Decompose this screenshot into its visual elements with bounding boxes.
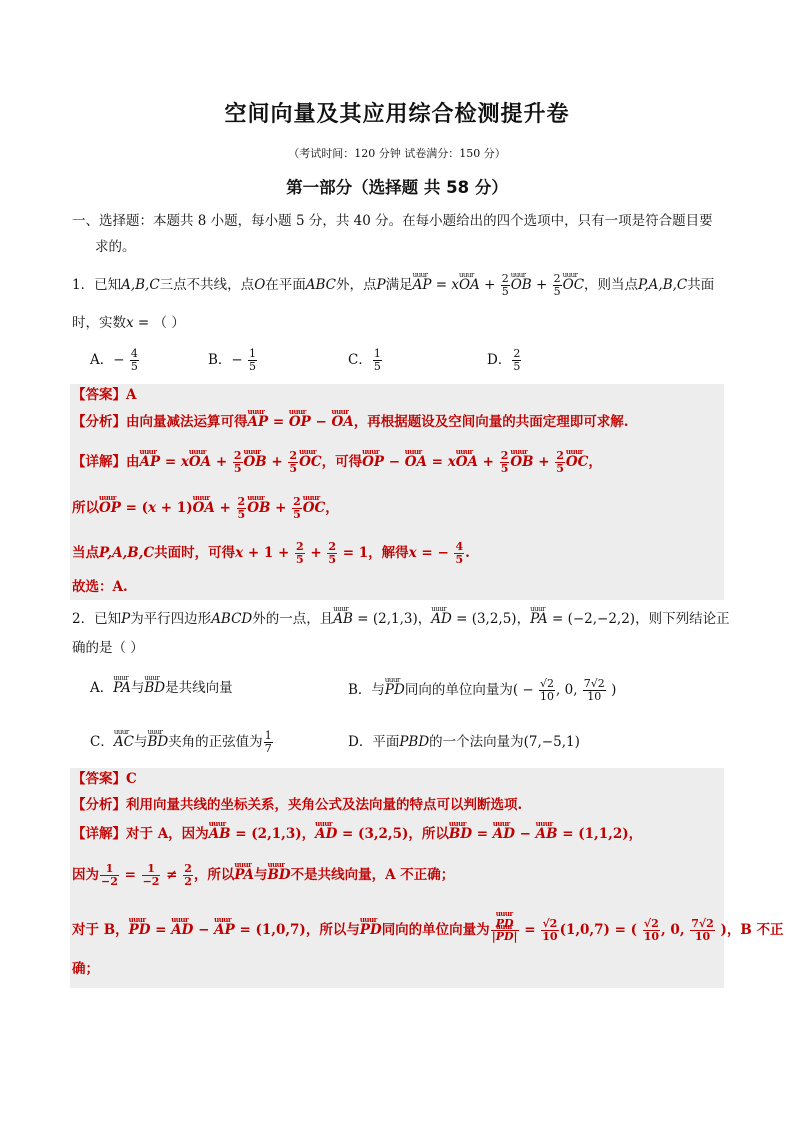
q1-detail-1: 【详解】由uuur AP = xuuur OA + $\frac{2}{5}$ uuur OB + $\frac{2}{5}$ uuur OC，可得uuur OP − uuur OA = xuuur OA + $\frac{2}{5}$ uuur OB + $\frac{2}{5}$ uuur OC， (72, 450, 602, 475)
exam-info: （考试时间：120 分钟 试卷满分：150 分） (288, 147, 506, 160)
q2-option-b[interactable]: B．与uuur PD同向的单位向量为( − $\frac{√2}{10}$ , 0, $\frac{7√2}{10}$ ) (348, 678, 616, 703)
section-instruction-cont: 求的。 (95, 239, 136, 255)
q1-option-a[interactable]: A．− $\frac{4}{5}$ (90, 347, 138, 373)
q1-option-d[interactable]: D． $\frac{2}{5}$ (487, 347, 521, 373)
page-title: 空间向量及其应用综合检测提升卷 (224, 102, 570, 127)
q1-option-b[interactable]: B．− $\frac{1}{5}$ (208, 347, 257, 373)
section-instruction: 一、选择题：本题共 8 小题，每小题 5 分，共 40 分。在每小题给出的四个选项中，只有一项是符合题目要 (72, 213, 713, 229)
q2-stem-cont: 确的是（ ） (72, 640, 144, 656)
q1-analysis: 【分析】由向量减法运算可得uuur AP = uuur OP − uuur OA，再根据题设及空间向量的共面定理即可求解. (72, 412, 628, 432)
q2-option-a[interactable]: A．uuur PA与uuur BD是共线向量 (90, 678, 233, 698)
q1-option-c[interactable]: C． $\frac{1}{5}$ (348, 347, 381, 373)
q2-detail-2: 因为 $\frac{1}{-2}$ = $\frac{1}{-2}$ ≠ $\frac{2}{2}$ ，所以uuur PA与uuur BD不是共线向量，A 不正确； (72, 863, 454, 888)
q2-option-c[interactable]: C．uuur AC与uuur BD夹角的正弦值为 $\frac{1}{7}$ (90, 730, 274, 755)
part-title: 第一部分（选择题 共 58 分） (286, 178, 508, 197)
q2-answer: 【答案】C (72, 771, 137, 787)
q2-option-d[interactable]: D．平面PBD的一个法向量为(7,−5,1) (348, 734, 580, 750)
q1-answer: 【答案】A (72, 387, 137, 403)
q1-stem-cont: 时，实数x = （ ） (72, 315, 185, 331)
q2-detail-1: 【详解】对于 A，因为uuur AB = (2,1,3)，uuur AD = (3,2,5)，所以uuur BD = uuur AD − uuur AB = (1,1,2)， (72, 824, 642, 844)
q2-detail-4: 确； (72, 961, 99, 977)
q1-conclusion: 故选：A. (72, 579, 128, 595)
q2-analysis: 【分析】利用向量共线的坐标关系，夹角公式及法向量的特点可以判断选项. (72, 797, 523, 813)
q2-stem: 2．已知P为平行四边形ABCD外的一点，且uuur AB = (2,1,3)，uuur AD = (3,2,5)，uuur PA = (−2,−2,2)，则下列结论正 (72, 609, 730, 629)
q2-detail-3: 对于 B，uuur PD = uuur AD − uuur AP = (1,0,7)，所以与uuur PD同向的单位向量为 uuur $\frac{PD}{\text{|uuur PD|}}$ = $\frac{√2}{10}$ (1,0,7) = ( $\frac{√2}{10}$ , 0, $\frac{7√2}{10}$ )，B 不正 (72, 918, 784, 943)
q1-detail-3: 当点P,A,B,C共面时，可得x + 1 + $\frac{2}{5}$ + $\frac{2}{5}$ = 1，解得x = − $\frac{4}{5}$ . (72, 540, 470, 566)
q1-detail-2: 所以uuur OP = (x + 1)uuur OA + $\frac{2}{5}$ uuur OB + $\frac{2}{5}$ uuur OC， (72, 496, 339, 521)
q1-stem: 1．已知A,B,C三点不共线，点O在平面ABC外，点P满足uuur AP = xuuur OA + $\frac{2}{5}$ uuur OB + $\frac{2}{5}$ uuur OC，则当点P,A,B,C共面 (72, 273, 714, 298)
